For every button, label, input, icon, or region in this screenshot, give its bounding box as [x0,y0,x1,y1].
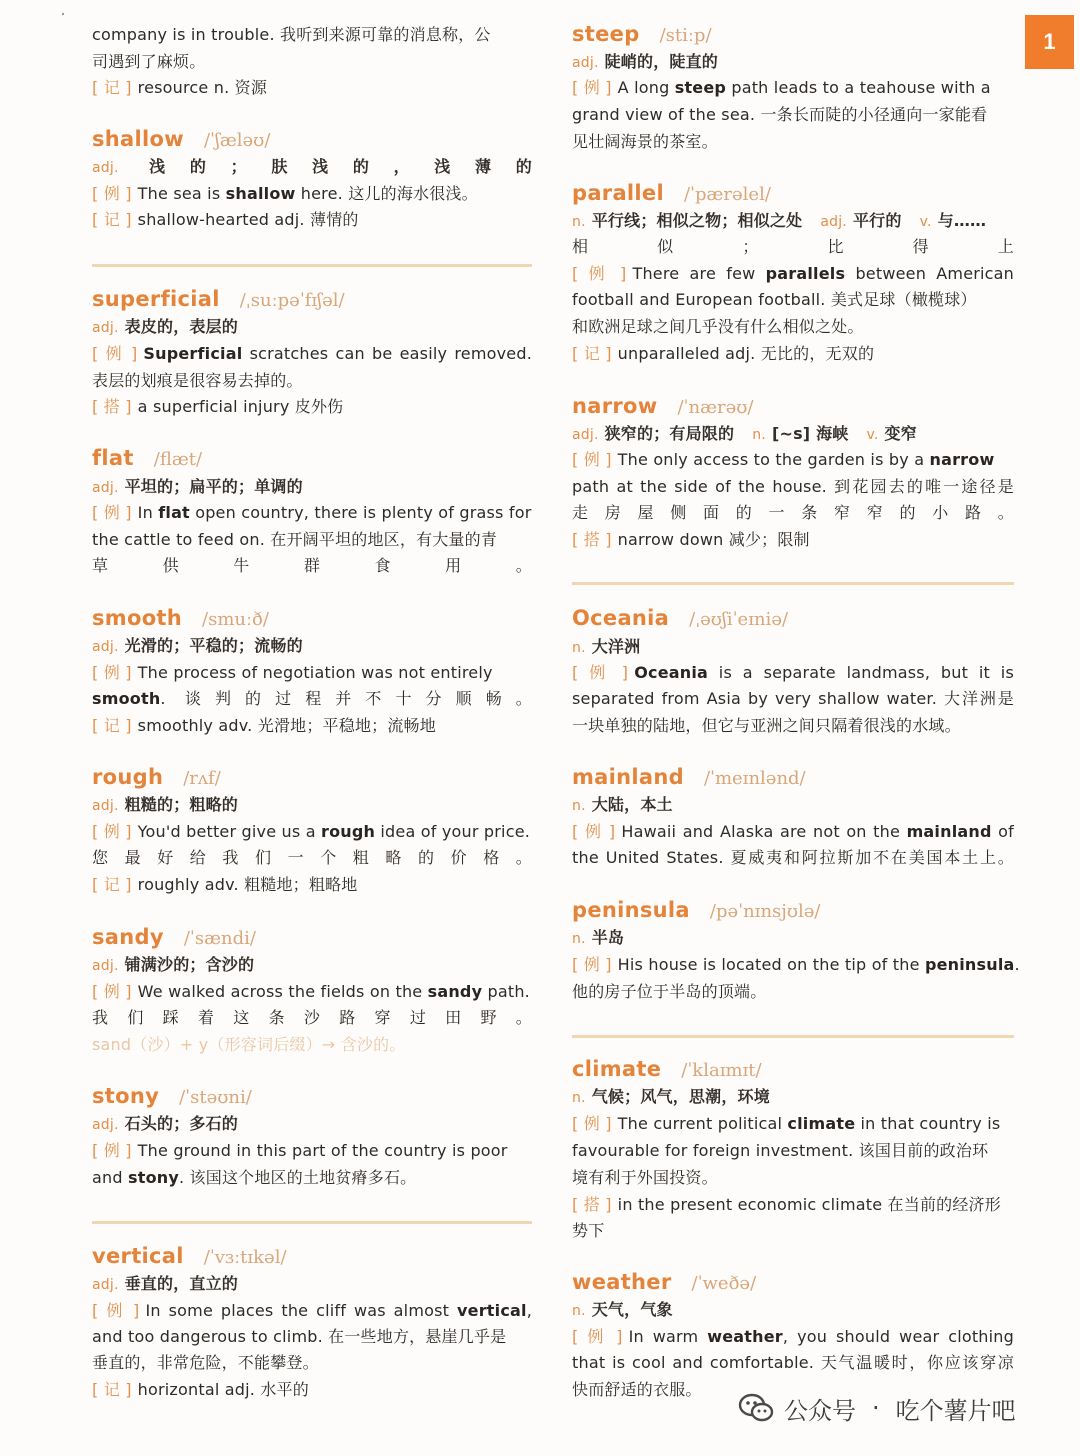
speck [62,13,64,15]
headword: narrow [572,394,658,418]
phonetic: /ˈvɜːtɪkəl/ [203,1247,287,1268]
phonetic: /stiːp/ [659,25,712,46]
entry-line [572,1324,1014,1350]
example-text: open country, there is plenty of grass for [189,503,532,522]
example-text: of [991,822,1014,841]
entry-line [572,208,1014,234]
section-divider [572,582,1014,585]
line-text: 表层的划痕是很容易去掉的。 [92,371,303,390]
example-keyword: mainland [906,822,992,841]
entry-line [572,686,1014,712]
line-text: favourable for foreign investment. 该国目前的政治环 [572,1141,989,1160]
entry-line [572,341,1014,367]
entry-line [572,1297,1014,1323]
example-text: and [92,1168,128,1187]
entry-tag: [ 例 ] [572,822,616,841]
line-text: The ground in this part of the country is poor [137,1141,508,1160]
example-keyword: rough [321,822,376,841]
example-keyword: peninsula [924,955,1015,974]
headword: peninsula [572,898,690,922]
definition: 浅的；肤浅的，浅薄的 [124,157,532,176]
definition: 半岛 [591,928,625,947]
example-text: idea of your price. [375,822,531,841]
phonetic: /ˌsuːpəˈfɪʃəl/ [239,290,345,311]
line-text: narrow down 减少；限制 [617,530,810,549]
phonetic: /ˈstəʊni/ [179,1087,252,1108]
entry-line [572,979,1014,1005]
entry-tag: [ 例 ] [572,450,612,469]
wechat-icon [738,1393,774,1423]
definition: [~s] 海峡 [771,424,849,443]
entry-heading [92,1081,252,1111]
definition: 变窄 [884,424,917,443]
entry-tag: [ 搭 ] [572,1195,612,1214]
headword: flat [92,446,134,470]
phonetic: /smuːð/ [202,609,269,630]
entry-heading [92,1241,287,1271]
line-text: resource n. 资源 [137,78,268,97]
entry-line [92,181,532,207]
entry-tag: [ 例 ] [572,1327,623,1346]
entry-line [572,792,1014,818]
phonetic: /ˈklaɪmɪt/ [681,1060,762,1081]
entry-line [572,925,1014,951]
example-keyword: vertical [457,1301,527,1320]
example-text: His house is located on the tip of the [617,955,925,974]
example-keyword: parallels [765,264,846,283]
entry-line [572,1192,1014,1218]
entry-heading [572,391,753,421]
line-text: 一块单独的陆地，但它与亚洲之间只隔着很浅的水域。 [572,716,961,735]
entry-heading [92,922,256,952]
phonetic: /ˈmeɪnlənd/ [703,768,806,789]
entry-tag: [ 搭 ] [572,530,612,549]
example-keyword: weather [707,1327,783,1346]
entry-line [92,75,532,101]
entry-line [92,1298,532,1324]
example-text: In some places the cliff was almost [145,1301,458,1320]
entry-line [92,341,532,367]
line-text: 和欧洲足球之间几乎没有什么相似之处。 [572,317,864,336]
entry-heading [92,124,270,154]
entry-line [92,154,532,180]
entry-line [92,713,532,739]
entry-tag: [ 记 ] [92,875,132,894]
line-text: sand（沙）+ y（形容词后缀）→ 含沙的。 [92,1035,406,1054]
entry-line [572,421,1014,447]
entry-line [92,1032,532,1058]
example-keyword: Superficial [143,344,243,363]
definition: 光滑的；平稳的；流畅的 [124,636,303,655]
line-text: 您最好给我们一个粗略的价格。 [92,848,532,867]
part-of-speech: v. [866,427,879,443]
entry-line [572,713,1014,739]
part-of-speech: adj. [572,427,599,443]
page-number-badge: 1 [1025,15,1074,69]
entry-tag: [ 记 ] [92,210,132,229]
entry-tag: [ 例 ] [92,1301,140,1320]
entry-tag: [ 例 ] [92,344,138,363]
entry-heading [572,1054,762,1084]
definition: 平行线；相似之物；相似之处 [591,211,803,230]
entry-line [572,952,1020,978]
example-text: The sea is [137,184,226,203]
phonetic: /ˈweðə/ [691,1273,757,1294]
example-text: A long [617,78,675,97]
entry-heading [572,895,821,925]
entry-line [92,1165,532,1191]
line-text: 草供牛群食用。 [92,556,532,575]
example-text: here. 这儿的海水很浅。 [295,184,478,203]
line-text: roughly adv. 粗糙地；粗略地 [137,875,358,894]
entry-line [572,261,1014,287]
headword: parallel [572,181,664,205]
example-text: . [1014,955,1020,974]
entry-line [92,527,532,553]
definition: 表皮的，表层的 [124,317,239,336]
line-text: grand view of the sea. 一条长而陡的小径通向一家能看 [572,105,988,124]
entry-line [572,314,1014,340]
entry-tag: [ 例 ] [572,955,612,974]
part-of-speech: n. [572,640,586,656]
entry-tag: [ 例 ] [572,264,627,283]
entry-line [572,474,1014,500]
entry-line [92,979,532,1005]
part-of-speech: adj. [92,1117,119,1133]
example-text: In [137,503,159,522]
entry-line [92,22,532,48]
entry-line [92,819,532,845]
phonetic: /ˈpærəlel/ [683,184,771,205]
entry-line [572,527,1014,553]
entry-tag: [ 例 ] [572,78,612,97]
part-of-speech: adj. [92,639,119,655]
line-text: 垂直的，非常危险，不能攀登。 [92,1353,319,1372]
entry-tag: [ 搭 ] [92,397,132,416]
entry-line [572,845,1014,871]
entry-line [572,75,1014,101]
watermark-account: 吃个薯片吧 [895,1396,1016,1425]
line-text: company is in trouble. 我听到来源可靠的消息称，公 [92,25,491,44]
part-of-speech: v. [919,214,932,230]
entry-line [92,952,532,978]
example-text: between American [845,264,1014,283]
headword: mainland [572,765,684,789]
entry-line [92,394,532,420]
definition: 平行的 [852,211,902,230]
entry-tag: [ 记 ] [572,344,612,363]
entry-line [572,102,1014,128]
headword: vertical [92,1244,184,1268]
example-text: . 该国这个地区的土地贫瘠多石。 [178,1168,417,1187]
example-text: , you should wear clothing [782,1327,1014,1346]
entry-tag: [ 例 ] [572,663,629,682]
entry-line [92,314,532,340]
entry-tag: [ 例 ] [572,1114,612,1133]
entry-line [572,1165,1014,1191]
example-text: , [526,1301,532,1320]
entry-tag: [ 例 ] [92,663,132,682]
part-of-speech: adj. [92,1277,119,1293]
line-text: in the present economic climate 在当前的经济形 [617,1195,1001,1214]
entry-line [92,872,532,898]
entry-tag: [ 例 ] [92,184,132,203]
part-of-speech: adj. [820,214,847,230]
line-text: smoothly adv. 光滑地；平稳地；流畅地 [137,716,436,735]
entry-line [572,634,1014,660]
entry-tag: [ 记 ] [92,716,132,735]
entry-heading [572,19,712,49]
entry-line [92,474,532,500]
entry-line [572,1350,1014,1376]
entry-line [572,1138,1014,1164]
line-text: horizontal adj. 水平的 [137,1380,309,1399]
phonetic: /ˈsændi/ [183,928,256,949]
part-of-speech: adj. [92,480,119,496]
example-text: is a separate landmass, but it is [708,663,1014,682]
line-text: football and European football. 美式足球（橄榄球） [572,290,977,309]
example-text: In warm [628,1327,708,1346]
definition: 气候；风气，思潮，环境 [591,1087,770,1106]
headword: steep [572,22,640,46]
entry-line [92,1350,532,1376]
definition: 陡峭的，陡直的 [604,52,719,71]
entry-line [92,660,532,686]
entry-tag: [ 例 ] [92,1141,132,1160]
part-of-speech: n. [572,1303,586,1319]
line-text: 走房屋侧面的一条窄窄的小路。 [572,503,1014,522]
headword: weather [572,1270,672,1294]
entry-line [572,1218,1014,1244]
line-text: 他的房子位于半岛的顶端。 [572,982,767,1001]
example-keyword: sandy [427,982,483,1001]
example-keyword: steep [674,78,727,97]
entry-line [92,686,532,712]
phonetic: /ˈʃæləʊ/ [203,130,271,151]
part-of-speech: n. [572,1090,586,1106]
example-text: The only access to the garden is by a [617,450,930,469]
definition: 大洋洲 [591,637,641,656]
entry-line [92,500,532,526]
entry-line [92,207,532,233]
entry-heading [92,284,345,314]
phonetic: /ˈnærəʊ/ [677,397,754,418]
entry-tag: [ 例 ] [92,982,132,1001]
definition: 狭窄的；有局限的 [604,424,735,443]
line-text: 境有利于外国投资。 [572,1168,718,1187]
entry-line [572,660,1014,686]
line-text: 势下 [572,1221,605,1240]
example-text: The current political [617,1114,788,1133]
line-text: 快而舒适的衣服。 [572,1380,702,1399]
example-keyword: stony [128,1168,179,1187]
example-keyword: flat [158,503,190,522]
entry-line [572,129,1014,155]
part-of-speech: adj. [572,55,599,71]
phonetic: /rʌf/ [183,768,221,789]
entry-tag: [ 例 ] [92,822,132,841]
example-keyword: Oceania [634,663,709,682]
headword: Oceania [572,606,670,630]
watermark-platform: 公众号 [784,1396,856,1425]
entry-line [92,1377,532,1403]
entry-tag: [ 记 ] [92,1380,132,1399]
entry-line [92,1005,532,1031]
line-text: 司遇到了麻烦。 [92,52,206,71]
entry-tag: [ 例 ] [92,503,132,522]
example-text: scratches can be easily removed. [242,344,532,363]
definition: 铺满沙的；含沙的 [124,955,255,974]
example-text: We walked across the fields on the [137,982,428,1001]
line-text: that is cool and comfortable. 天气温暖时，你应该穿凉 [572,1353,1014,1372]
headword: rough [92,765,164,789]
example-text: There are few [632,264,766,283]
entry-heading [572,603,788,633]
section-divider [92,264,532,267]
part-of-speech: adj. [92,320,119,336]
line-text: a superficial injury 皮外伤 [137,397,344,416]
definition: 平坦的；扁平的；单调的 [124,477,303,496]
part-of-speech: adj. [92,160,119,176]
entry-line [572,287,1014,313]
entry-line [572,500,1014,526]
entry-heading [572,1267,756,1297]
watermark-separator: · [872,1394,880,1422]
headword: shallow [92,127,184,151]
line-text: shallow-hearted adj. 薄情的 [137,210,359,229]
line-text: separated from Asia by very shallow water. 大洋洲是 [572,689,1014,708]
headword: stony [92,1084,160,1108]
entry-heading [92,762,221,792]
part-of-speech: adj. [92,798,119,814]
part-of-speech: n. [572,214,586,230]
example-keyword: narrow [929,450,995,469]
entry-line [572,49,1014,75]
example-text: . 谈判的过程并不十分顺畅。 [160,689,532,708]
entry-line [92,1271,532,1297]
part-of-speech: n. [752,427,766,443]
example-keyword: shallow [225,184,296,203]
entry-heading [92,443,202,473]
entry-line [572,234,1014,260]
definition: 天气，气象 [591,1300,673,1319]
entry-line [92,368,532,394]
example-text: path leads to a teahouse with a [726,78,991,97]
phonetic: /pəˈnɪnsjʊlə/ [709,901,821,922]
line-text: path at the side of the house. 到花园去的唯一途径是 [572,477,1014,496]
entry-heading [572,178,771,208]
entry-tag: [ 记 ] [92,78,132,97]
example-text: path. [482,982,530,1001]
definition: 粗糙的；粗略的 [124,795,239,814]
watermark [738,1388,1016,1428]
definition: 大陆，本土 [591,795,673,814]
entry-heading [92,603,269,633]
section-divider [572,1035,1014,1038]
entry-line [572,1111,1014,1137]
line-text: and too dangerous to climb. 在一些地方，悬崖几乎是 [92,1327,507,1346]
part-of-speech: adj. [92,958,119,974]
entry-line [92,633,532,659]
entry-line [92,1111,532,1137]
example-text: Hawaii and Alaska are not on the [621,822,907,841]
definition: 垂直的，直立的 [124,1274,239,1293]
line-text: 见壮阔海景的茶室。 [572,132,718,151]
headword: sandy [92,925,164,949]
part-of-speech: n. [572,931,586,947]
entry-line [92,553,532,579]
line-text: the cattle to feed on. 在开阔平坦的地区，有大量的青 [92,530,498,549]
part-of-speech: n. [572,798,586,814]
entry-line [572,447,1014,473]
entry-line [92,792,532,818]
line-text: unparalleled adj. 无比的，无双的 [617,344,875,363]
phonetic: /ˌəʊʃiˈeɪniə/ [689,609,789,630]
section-divider [92,1221,532,1224]
entry-line [92,1138,532,1164]
line-text: The process of negotiation was not entirely [137,663,493,682]
example-keyword: climate [787,1114,856,1133]
headword: superficial [92,287,220,311]
line-text: the United States. 夏威夷和阿拉斯加不在美国本土上。 [572,848,1014,867]
headword: smooth [92,606,183,630]
line-text: 我们踩着这条沙路穿过田野。 [92,1008,532,1027]
phonetic: /flæt/ [153,449,203,470]
example-text: in that country is [855,1114,1001,1133]
example-keyword: smooth [92,689,161,708]
example-text: You'd better give us a [137,822,321,841]
line-text: 相似；比得上 [572,237,1014,256]
entry-line [572,1084,1014,1110]
headword: climate [572,1057,662,1081]
entry-line [92,845,532,871]
entry-line [92,1324,532,1350]
entry-line [92,49,532,75]
entry-line [572,819,1014,845]
definition: 与…… [937,211,987,230]
entry-heading [572,762,806,792]
definition: 石头的；多石的 [124,1114,239,1133]
